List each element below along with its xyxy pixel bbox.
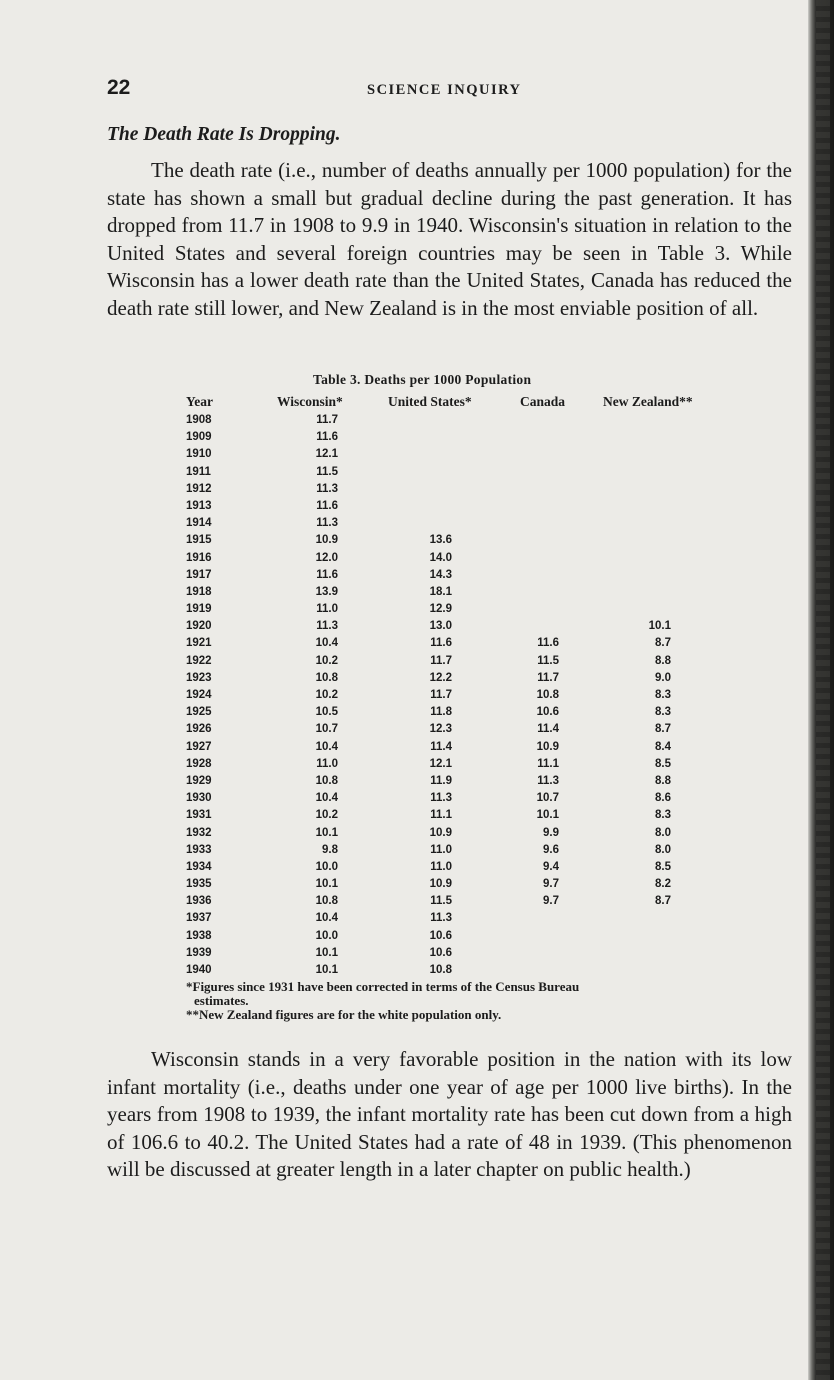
cell-year: 1913 <box>186 499 212 512</box>
cell-new-zealand: 8.6 <box>655 792 671 805</box>
cell-wisconsin: 10.7 <box>315 723 338 736</box>
cell-wisconsin: 11.7 <box>316 414 338 426</box>
cell-year: 1928 <box>186 757 212 770</box>
cell-new-zealand: 8.5 <box>655 860 671 873</box>
cell-new-zealand: 8.2 <box>655 878 671 891</box>
cell-united-states: 13.6 <box>429 534 452 547</box>
cell-canada: 10.8 <box>536 689 559 701</box>
cell-year: 1916 <box>186 551 212 564</box>
cell-united-states: 10.9 <box>429 826 452 839</box>
cell-canada: 11.1 <box>537 757 559 770</box>
cell-wisconsin: 11.5 <box>316 465 338 478</box>
cell-united-states: 14.3 <box>429 568 452 581</box>
cell-year: 1914 <box>186 517 212 530</box>
cell-canada: 9.7 <box>543 878 559 891</box>
cell-united-states: 10.9 <box>429 878 452 891</box>
cell-wisconsin: 10.2 <box>315 689 338 701</box>
cell-wisconsin: 10.2 <box>315 654 338 667</box>
cell-canada: 10.1 <box>536 809 559 822</box>
column-header-year: Year <box>186 394 213 409</box>
cell-united-states: 11.7 <box>430 654 452 667</box>
cell-year: 1929 <box>186 774 212 787</box>
cell-canada: 11.4 <box>537 723 559 736</box>
cell-wisconsin: 11.0 <box>316 757 338 770</box>
cell-year: 1908 <box>186 414 212 426</box>
cell-canada: 9.9 <box>543 826 559 839</box>
cell-wisconsin: 10.1 <box>315 964 338 976</box>
cell-united-states: 10.6 <box>429 929 452 942</box>
cell-wisconsin: 13.9 <box>315 585 338 598</box>
cell-canada: 10.7 <box>536 792 559 805</box>
cell-canada: 11.5 <box>537 654 559 667</box>
cell-year: 1920 <box>186 620 212 633</box>
cell-united-states: 11.1 <box>430 809 452 822</box>
cell-canada: 10.6 <box>536 706 559 719</box>
page-edge-texture <box>816 0 830 1380</box>
cell-united-states: 12.9 <box>429 603 452 616</box>
cell-united-states: 12.1 <box>429 757 452 770</box>
cell-canada: 9.4 <box>543 860 559 873</box>
cell-year: 1919 <box>186 603 212 616</box>
section-heading: The Death Rate Is Dropping. <box>107 124 341 145</box>
cell-new-zealand: 8.8 <box>655 654 671 667</box>
cell-new-zealand: 10.1 <box>648 620 671 633</box>
cell-year: 1936 <box>186 895 212 908</box>
cell-year: 1937 <box>186 912 212 925</box>
cell-year: 1940 <box>186 964 212 976</box>
cell-year: 1918 <box>186 585 212 598</box>
cell-year: 1915 <box>186 534 212 547</box>
cell-wisconsin: 10.2 <box>315 809 338 822</box>
cell-year: 1925 <box>186 706 212 719</box>
cell-year: 1910 <box>186 448 212 461</box>
cell-canada: 9.7 <box>543 895 559 908</box>
column-header-canada: Canada <box>520 394 566 409</box>
cell-united-states: 13.0 <box>429 620 452 633</box>
cell-new-zealand: 8.0 <box>655 843 671 856</box>
footnote-new-zealand: **New Zealand figures are for the white population only. <box>186 1007 502 1022</box>
running-head: SCIENCE INQUIRY <box>367 82 522 98</box>
cell-wisconsin: 10.1 <box>315 946 338 959</box>
cell-canada: 10.9 <box>536 740 559 753</box>
cell-canada: 9.6 <box>543 843 559 856</box>
cell-new-zealand: 8.3 <box>655 689 671 701</box>
cell-wisconsin: 11.3 <box>316 517 338 530</box>
cell-new-zealand: 8.7 <box>655 895 671 908</box>
cell-united-states: 12.3 <box>429 723 452 736</box>
cell-year: 1935 <box>186 878 212 891</box>
cell-wisconsin: 10.8 <box>315 774 338 787</box>
cell-wisconsin: 9.8 <box>322 843 338 856</box>
cell-year: 1931 <box>186 809 212 822</box>
column-header-new-zealand: New Zealand** <box>603 394 693 409</box>
cell-year: 1934 <box>186 860 212 873</box>
cell-united-states: 10.6 <box>429 946 452 959</box>
cell-wisconsin: 11.3 <box>316 482 338 495</box>
cell-year: 1909 <box>186 431 212 444</box>
paragraph-infant-mortality <box>107 1046 792 1184</box>
paragraph-death-rate <box>107 157 792 322</box>
footnote-census-correction-cont: estimates. <box>194 993 249 1008</box>
cell-united-states: 11.3 <box>430 912 452 925</box>
cell-wisconsin: 10.4 <box>315 912 338 925</box>
cell-united-states: 11.5 <box>430 895 452 908</box>
cell-new-zealand: 9.0 <box>655 671 671 684</box>
cell-year: 1917 <box>186 568 212 581</box>
cell-wisconsin: 10.0 <box>315 860 338 873</box>
cell-united-states: 11.0 <box>430 860 452 873</box>
cell-year: 1923 <box>186 671 212 684</box>
column-header-united-states: United States* <box>388 394 472 409</box>
cell-wisconsin: 11.6 <box>316 431 338 444</box>
cell-wisconsin: 10.4 <box>315 792 338 805</box>
cell-new-zealand: 8.0 <box>655 826 671 839</box>
cell-wisconsin: 11.6 <box>316 499 338 512</box>
cell-united-states: 11.8 <box>430 706 452 719</box>
cell-wisconsin: 10.0 <box>315 929 338 942</box>
cell-united-states: 11.6 <box>430 637 452 650</box>
cell-wisconsin: 10.1 <box>315 826 338 839</box>
cell-year: 1933 <box>186 843 212 856</box>
cell-wisconsin: 10.4 <box>315 637 338 650</box>
cell-new-zealand: 8.3 <box>655 809 671 822</box>
cell-wisconsin: 11.3 <box>316 620 338 633</box>
page-number: 22 <box>107 76 131 99</box>
cell-wisconsin: 10.1 <box>315 878 338 891</box>
cell-united-states: 11.3 <box>430 792 452 805</box>
cell-united-states: 10.8 <box>429 964 452 976</box>
cell-year: 1911 <box>186 465 211 478</box>
cell-canada: 11.3 <box>537 774 559 787</box>
cell-united-states: 11.0 <box>430 843 452 856</box>
cell-united-states: 12.2 <box>429 671 452 684</box>
cell-canada: 11.6 <box>537 637 559 650</box>
cell-wisconsin: 11.6 <box>316 568 338 581</box>
cell-united-states: 18.1 <box>429 585 452 598</box>
cell-new-zealand: 8.4 <box>655 740 671 753</box>
cell-year: 1922 <box>186 654 212 667</box>
paragraph-1-text: The death rate (i.e., number of deaths annually per 1000 population) for the state has shown a small but gradual decline during the past generation. It has dropped from 11.7 in 1908 to 9.9 in 1940. Wisconsin's situation in relation to the United States and several foreign countries may be seen in Table 3. While Wisconsin has a lower death rate than the United States, Canada has reduced the death rate still lower, and New Zealand is in the most enviable position of all. <box>107 158 792 320</box>
cell-united-states: 14.0 <box>429 551 452 564</box>
cell-year: 1926 <box>186 723 212 736</box>
cell-united-states: 11.4 <box>430 740 452 753</box>
cell-year: 1927 <box>186 740 212 753</box>
table-title: Table 3. Deaths per 1000 Population <box>313 372 532 387</box>
cell-new-zealand: 8.7 <box>655 637 671 650</box>
cell-new-zealand: 8.8 <box>655 774 671 787</box>
table-footnotes <box>186 980 706 1022</box>
cell-wisconsin: 12.1 <box>315 448 338 461</box>
cell-wisconsin: 10.8 <box>315 895 338 908</box>
cell-wisconsin: 12.0 <box>315 551 338 564</box>
page-edge-shadow <box>808 0 834 1380</box>
cell-canada: 11.7 <box>537 671 559 684</box>
paragraph-2-text: Wisconsin stands in a very favorable position in the nation with its low infant mortality (i.e., deaths under one year of age per 1000 live births). In the years from 1908 to 1939, the infant mortality rate has been cut down from a high of 106.6 to 40.2. The United States had a rate of 48 in 1939. (This phenomenon will be discussed at greater length in a later chapter on public health.) <box>107 1047 792 1181</box>
cell-year: 1938 <box>186 929 212 942</box>
cell-new-zealand: 8.7 <box>655 723 671 736</box>
cell-year: 1939 <box>186 946 212 959</box>
cell-year: 1924 <box>186 689 212 701</box>
cell-wisconsin: 10.9 <box>315 534 338 547</box>
cell-year: 1921 <box>186 637 212 650</box>
cell-wisconsin: 10.4 <box>315 740 338 753</box>
cell-united-states: 11.9 <box>430 774 452 787</box>
column-header-wisconsin: Wisconsin* <box>277 394 343 409</box>
cell-wisconsin: 10.8 <box>315 671 338 684</box>
cell-year: 1912 <box>186 482 212 495</box>
cell-new-zealand: 8.5 <box>655 757 671 770</box>
cell-year: 1930 <box>186 792 212 805</box>
cell-new-zealand: 8.3 <box>655 706 671 719</box>
cell-wisconsin: 11.0 <box>316 603 338 616</box>
cell-wisconsin: 10.5 <box>315 706 338 719</box>
footnote-census-correction: *Figures since 1931 have been corrected in terms of the Census Bureau <box>186 979 580 994</box>
cell-united-states: 11.7 <box>430 689 452 701</box>
cell-year: 1932 <box>186 826 212 839</box>
